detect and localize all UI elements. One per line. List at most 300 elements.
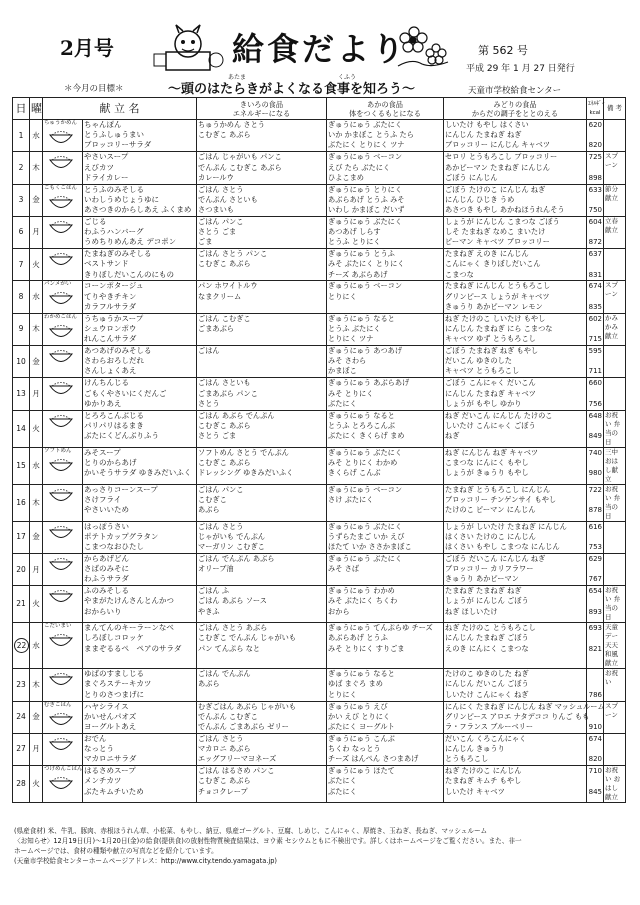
green-food-cell: [444, 733, 587, 765]
rice-bowl-icon: [48, 555, 74, 571]
green-food-cell: [444, 378, 587, 410]
weekday-cell: 金: [30, 521, 43, 553]
cell-line: [588, 458, 602, 468]
cell-line: 750: [588, 206, 602, 214]
rice-bowl-icon: [48, 128, 74, 144]
cell-line: はっぽうさい: [84, 521, 129, 531]
note-cell: [604, 378, 626, 410]
note-cell: お祝い: [604, 669, 626, 701]
yellow-food-cell: [197, 249, 327, 281]
cell-line: みそ さば: [328, 564, 360, 574]
red-food-cell: [327, 313, 444, 345]
footer-line: (天童市学校給食センターホームページアドレス：http://www.city.tendo.yamagata.jp): [14, 857, 277, 865]
dish-cell: [83, 586, 197, 623]
cell-line: みそ さわら: [328, 356, 367, 366]
cell-line: さけフライ: [84, 494, 122, 504]
cell-line: えびカツ: [84, 162, 114, 172]
cell-line: 660: [588, 379, 602, 388]
weekday-cell: 金: [30, 346, 43, 378]
cell-line: きくらげ こんぶ: [328, 468, 381, 478]
cell-line: にんにく たまねぎ にんじん ねぎ マッシュルーム: [445, 701, 605, 711]
cell-line: ごはん パンこ: [198, 216, 244, 226]
cell-line: グリンピース しょうが キャベツ: [445, 291, 550, 301]
cell-line: とうふ とろろこんぶ: [328, 420, 395, 430]
weekday-cell: 金: [30, 184, 43, 216]
rice-icon-cell: [43, 484, 83, 521]
rice-icon-cell: [43, 733, 83, 765]
rice-bowl-icon: [48, 735, 74, 751]
weekday-cell: 月: [30, 733, 43, 765]
cell-line: きゅうり あかピーマン: [445, 574, 519, 584]
col-yellow: きいろの食品 エネルギーになる: [197, 98, 327, 120]
cell-line: にんじん ひじき うめ: [445, 194, 515, 204]
cell-line: しろぼしコロッケ: [84, 633, 144, 643]
cell-line: きゅうり あかピーマン レモン: [445, 301, 543, 311]
cell-line: うめちりめんあえ デコポン: [84, 237, 177, 247]
table-row: [13, 184, 626, 216]
cell-line: メンチカツ: [84, 776, 122, 786]
cell-line: [198, 302, 325, 312]
rice-bowl-icon: [48, 587, 74, 603]
dish-cell: [83, 281, 197, 313]
cell-line: にんじん たまねぎ キャベツ: [445, 388, 536, 398]
cell-line: ブロッコリー チンゲンサイ もやし: [445, 494, 557, 504]
red-food-cell: [327, 586, 444, 623]
weekday-cell: 木: [30, 152, 43, 184]
dish-cell: [83, 733, 197, 765]
cell-line: 910: [588, 722, 602, 731]
cell-line: こむぎこ: [198, 494, 227, 504]
rice-icon-cell: [43, 623, 83, 669]
day-cell: 10: [13, 346, 30, 378]
header: [0, 0, 640, 95]
cell-line: やまがたけんさんとんかつ: [84, 596, 174, 606]
cell-line: あかピーマン たまねぎ にんじん: [445, 162, 550, 172]
rice-icon-cell: [43, 249, 83, 281]
table-row: [13, 346, 626, 378]
table-row: [13, 281, 626, 313]
cell-line: ぶたキムチいため: [84, 786, 144, 796]
cell-line: ぶたにく きくらげ まめ: [328, 431, 405, 441]
cell-line: 820: [588, 141, 602, 150]
cell-line: ちゃんぽん: [84, 120, 122, 129]
note-cell: お祝い 弁当の日: [604, 586, 626, 623]
cell-line: 893: [588, 607, 602, 616]
cell-line: ねぎ たけのこ にんじん: [445, 766, 522, 776]
cell-line: [588, 292, 602, 302]
red-food-cell: [327, 766, 444, 803]
cell-line: しょうが きゅうり もやし: [445, 468, 529, 478]
cell-line: 715: [588, 335, 602, 344]
day-cell: 13: [13, 378, 30, 410]
cell-line: [588, 596, 602, 606]
note-cell: かみかみ献立: [604, 313, 626, 345]
cell-line: まんてんのキーラーンなべ: [84, 623, 174, 633]
table-row: [13, 249, 626, 281]
cell-line: 674: [588, 282, 602, 291]
cell-line: こむぎこ あぶら: [198, 776, 251, 786]
newsletter-title: 給食だより: [232, 30, 408, 68]
yellow-food-cell: [197, 447, 327, 484]
yellow-food-cell: [197, 216, 327, 248]
cell-line: とうふしゅうまい: [84, 130, 144, 140]
cell-line: [198, 356, 325, 366]
cell-line: でんぷん ごまあぶら ゼリー: [198, 721, 289, 731]
cell-line: [588, 389, 602, 399]
kcal-cell: [587, 669, 604, 701]
cell-line: でんぷん こむぎこ: [198, 711, 258, 721]
cell-line: 898: [588, 173, 602, 182]
kcal-cell: [587, 184, 604, 216]
red-food-cell: [327, 623, 444, 669]
cell-line: [588, 669, 602, 679]
rice-bowl-icon: [48, 412, 74, 428]
yellow-food-cell: [197, 410, 327, 447]
table-row: [13, 120, 626, 152]
weekday-cell: 金: [30, 701, 43, 733]
yellow-food-cell: [197, 120, 327, 152]
kcal-cell: [587, 586, 604, 623]
cell-line: ぎゅうにゅう ベーコン: [328, 484, 403, 494]
cell-line: チーズ あぶらあげ: [328, 269, 388, 279]
cell-line: さけ ぶたにく: [328, 494, 374, 504]
dish-cell: [83, 623, 197, 669]
table-row: [13, 553, 626, 585]
cell-line: ぶたにくどんぶりふう: [84, 431, 159, 441]
staple-label: むぎごはん: [44, 701, 72, 708]
note-cell: スプーン: [604, 281, 626, 313]
cell-line: ぎゅうにゅう えび: [328, 701, 388, 711]
staple-label: こだいまい: [44, 623, 72, 630]
cell-line: [198, 140, 325, 150]
rice-bowl-icon: [48, 710, 74, 726]
cell-line: とうもろこし: [445, 754, 489, 764]
cell-line: むぎごはん あぶら じゃがいも: [198, 701, 297, 711]
table-row: [13, 521, 626, 553]
col-weekday: 曜: [30, 98, 43, 120]
table-row: [13, 586, 626, 623]
cell-line: マカロニサラダ: [84, 754, 137, 764]
note-cell: [604, 346, 626, 378]
cell-line: ごはん ふ: [198, 586, 230, 596]
monthly-goal-label: ＊今月の目標＊: [64, 84, 124, 94]
cell-line: ごじる: [84, 216, 107, 226]
table-row: [13, 378, 626, 410]
cell-line: うちゅうかスープ: [84, 313, 144, 323]
yellow-food-cell: [197, 669, 327, 701]
red-food-cell: [327, 410, 444, 447]
red-food-cell: [327, 216, 444, 248]
cell-line: さつまいも: [198, 205, 234, 214]
cell-line: じゃがいも でんぷん: [198, 531, 265, 541]
cell-line: ぶたにく: [328, 786, 357, 796]
cell-line: 725: [588, 153, 602, 162]
red-food-cell: [327, 553, 444, 585]
rice-icon-cell: [43, 701, 83, 733]
rice-bowl-icon: [48, 379, 74, 395]
table-row: [13, 766, 626, 803]
rice-bowl-icon: [48, 347, 74, 363]
cell-line: ごぼう だいこん にんじん ねぎ: [445, 553, 546, 563]
green-food-cell: [444, 586, 587, 623]
weekday-cell: 火: [30, 249, 43, 281]
green-food-cell: [444, 216, 587, 248]
cell-line: ベストサンド: [84, 259, 129, 269]
note-cell: [604, 120, 626, 152]
note-cell: お祝い 弁当の日: [604, 410, 626, 447]
cell-line: とうふ とりにく: [328, 237, 381, 247]
yellow-food-cell: [197, 281, 327, 313]
cell-line: たまねぎ キムチ もやし: [445, 776, 522, 786]
cell-line: ままぞるるぺ ペアのサラダ: [84, 643, 182, 653]
cell-line: ポテトカップグラタン: [84, 531, 159, 541]
kcal-cell: [587, 733, 604, 765]
weekday-cell: 月: [30, 378, 43, 410]
col-red: あかの食品 体をつくるもとになる: [327, 98, 444, 120]
cell-line: たけのこ ピーマン にんじん: [445, 505, 536, 515]
cell-line: 820: [588, 755, 602, 764]
weekday-cell: 水: [30, 623, 43, 669]
monthly-theme: ～頭のはたらきがよくなる食事を知ろう～: [168, 82, 416, 97]
cell-line: わふうサラダ: [84, 574, 129, 584]
cell-line: やさいスープ: [84, 152, 129, 162]
cell-line: ぎゅうにゅう ベーコン: [328, 281, 403, 291]
green-food-cell: [444, 313, 587, 345]
dish-cell: [83, 447, 197, 484]
weekday-cell: 火: [30, 410, 43, 447]
kcal-cell: [587, 521, 604, 553]
cell-line: たまねぎ にんじん とうもろこし: [445, 281, 551, 291]
weekday-cell: 火: [30, 766, 43, 803]
cell-line: ぎゅうにゅう てんぷらゆ チーズ: [328, 623, 433, 633]
cell-line: しいたけ キャベツ: [445, 786, 505, 796]
cell-line: 616: [588, 522, 602, 531]
cell-line: うずらたまご いか えび: [328, 531, 405, 541]
cell-line: にんじん だいこん ごぼう: [445, 679, 529, 689]
dish-cell: [83, 553, 197, 585]
cell-line: とりにく ツナ: [328, 334, 374, 344]
cell-line: いわしうめじょうゆに: [84, 194, 159, 204]
cell-line: ごはん さとう: [198, 184, 244, 194]
footer-line: ホームページでは、食材の種類や献立の写真などを紹介しています。: [14, 847, 218, 855]
yellow-food-cell: [197, 346, 327, 378]
cell-line: ぎゅうにゅう なると: [328, 669, 395, 679]
cell-line: ぶたにく とりにく ツナ: [328, 140, 405, 150]
kcal-cell: [587, 447, 604, 484]
cell-line: れんこんサラダ: [84, 334, 137, 344]
note-cell: スプーン: [604, 152, 626, 184]
cell-line: にんじん たまねぎ にら こまつな: [445, 323, 553, 333]
cell-line: ゆばのすましじる: [84, 669, 144, 679]
cell-line: かいせんパオズ: [84, 711, 137, 721]
cell-line: ごまあぶら: [198, 323, 234, 333]
cell-line: とうふのみそしる: [84, 184, 144, 194]
col-note: 備 考: [604, 98, 626, 120]
table-row: [13, 152, 626, 184]
day-cell: 7: [13, 249, 30, 281]
dish-cell: [83, 378, 197, 410]
dish-cell: [83, 152, 197, 184]
red-food-cell: [327, 152, 444, 184]
cell-line: えび たら ぶたにく: [328, 162, 391, 172]
yellow-food-cell: [197, 378, 327, 410]
cell-line: [328, 574, 442, 584]
cell-line: 740: [588, 448, 602, 457]
cell-line: 849: [588, 432, 602, 441]
cell-line: さばのみそに: [84, 564, 129, 574]
red-food-cell: [327, 733, 444, 765]
rice-icon-cell: [43, 346, 83, 378]
cell-line: ぎゅうにゅう ベーコン: [328, 152, 403, 162]
ruby-atama: あたま: [228, 74, 247, 81]
cell-line: からあげどん: [84, 553, 129, 563]
cell-line: シュウロンポウ: [84, 323, 137, 333]
kcal-cell: [587, 120, 604, 152]
cell-line: ちくわ なっとう: [328, 744, 381, 754]
rice-icon-cell: [43, 553, 83, 585]
cell-line: ぎゅうにゅう ぶたにく: [328, 216, 403, 226]
staple-label: ソフトめん: [44, 447, 72, 454]
cell-line: キャベツ ゆず とうもろこし: [445, 334, 536, 344]
cell-line: [328, 505, 442, 515]
cell-line: ふのみそしる: [84, 586, 129, 596]
cell-line: マーガリン こむぎこ: [198, 542, 265, 552]
cell-line: みそ とりにく: [328, 388, 374, 398]
issue-date: 平成 29 年 1 月 27 日発行: [466, 64, 575, 74]
weekday-cell: 木: [30, 669, 43, 701]
cell-line: ハヤシライス: [84, 701, 129, 711]
center-name: 天童市学校給食センター: [468, 86, 562, 96]
cell-line: 753: [588, 543, 602, 552]
dish-cell: [83, 521, 197, 553]
cell-line: かまぼこ: [328, 366, 357, 376]
yellow-food-cell: [197, 313, 327, 345]
green-food-cell: [444, 766, 587, 803]
cell-line: たまねぎ たまねぎ ねぎ: [445, 586, 522, 596]
green-food-cell: [444, 184, 587, 216]
cell-line: 633: [588, 185, 602, 194]
cell-line: パリパリはるまき: [84, 420, 144, 430]
cell-line: さとう: [198, 398, 220, 408]
kcal-cell: [587, 553, 604, 585]
rice-icon-cell: [43, 152, 83, 184]
cell-line: ごはん: [198, 346, 220, 356]
red-food-cell: [327, 281, 444, 313]
kcal-cell: [587, 766, 604, 803]
cell-line: ねぎ たけのこ とうもろこし: [445, 623, 536, 633]
weekday-cell: 水: [30, 447, 43, 484]
issue-number: 第 562 号: [478, 44, 528, 57]
cell-line: とろろこんぶじる: [84, 410, 144, 420]
cell-line: エッグフリーマヨネーズ: [198, 754, 277, 764]
note-cell: 節分献立: [604, 184, 626, 216]
col-day: 日: [13, 98, 30, 120]
cell-line: とりのさつまげに: [84, 689, 144, 699]
cell-line: ヨーグルトあえ: [84, 721, 137, 731]
cell-line: ラ・フランス ブルーベリー: [445, 721, 534, 731]
cell-line: こむぎこ でんぷん じゃがいも: [198, 633, 297, 643]
cell-line: こむぎこ あぶら: [198, 457, 251, 467]
day-cell: 3: [13, 184, 30, 216]
cell-line: あさつきのからしあえ ふくまめ: [84, 205, 192, 214]
yellow-food-cell: [197, 152, 327, 184]
cell-line: 821: [588, 644, 602, 653]
issue-label: 2月号: [60, 36, 114, 60]
cell-line: いか かまぼこ とうふ たら: [328, 130, 414, 140]
cell-line: ほたて いか ささかまぼこ: [328, 542, 412, 552]
cell-line: みそ とりにく すりごま: [328, 643, 405, 653]
kcal-cell: [587, 378, 604, 410]
cell-line: しょうが もやし ゆかり: [445, 398, 522, 408]
red-food-cell: [327, 378, 444, 410]
kcal-cell: [587, 249, 604, 281]
cell-line: にんじん たまねぎ ねぎ: [445, 130, 522, 140]
cell-line: ぎゅうにゅう あぶらあげ: [328, 378, 410, 388]
rice-bowl-icon: [48, 456, 74, 472]
cell-line: 767: [588, 575, 602, 584]
cell-line: にんじん たまねぎ ごぼう: [445, 633, 529, 643]
cell-line: えのき にんにく こまつな: [445, 643, 529, 653]
cell-line: ぎゅうにゅう なると: [328, 410, 395, 420]
green-food-cell: [444, 249, 587, 281]
cell-line: ブロッコリーサラダ: [84, 140, 152, 150]
rice-bowl-icon: [48, 523, 74, 539]
cell-line: [588, 259, 602, 269]
rice-bowl-icon: [48, 631, 74, 647]
day-cell: 21: [13, 586, 30, 623]
dish-cell: [83, 669, 197, 701]
rice-icon-cell: [43, 410, 83, 447]
cell-line: ぎゅうにゅう ぶたにく: [328, 120, 403, 129]
cell-line: こむぎこ あぶら: [198, 259, 251, 269]
cell-line: ぎゅうにゅう とりにく: [328, 184, 403, 194]
cell-line: ごはん さとう パンこ: [198, 249, 268, 259]
note-cell: 立春献立: [604, 216, 626, 248]
rice-icon-cell: [43, 586, 83, 623]
cell-line: おでん: [84, 733, 107, 743]
cell-line: 604: [588, 217, 602, 226]
day-cell: 23: [13, 669, 30, 701]
cell-line: ぶたにく ヨーグルト: [328, 721, 395, 731]
rice-bowl-icon: [48, 486, 74, 502]
cell-line: ごはん でんぷん あぶら: [198, 553, 275, 563]
cell-line: こまつな: [445, 269, 474, 279]
cell-line: ちゅうかめん さとう: [198, 120, 265, 129]
rice-bowl-icon: [48, 193, 74, 209]
table-row: [13, 447, 626, 484]
cell-line: ゆば まぐろ まめ: [328, 679, 383, 689]
cell-line: しいたけ もやし はくさい: [445, 120, 529, 129]
rice-bowl-icon: [48, 218, 74, 234]
green-food-cell: [444, 152, 587, 184]
cell-line: あさつき もやし あかねほうれんそう: [445, 205, 565, 214]
cell-line: [588, 532, 602, 542]
table-row: [13, 216, 626, 248]
cell-line: 648: [588, 411, 602, 420]
table-row: [13, 669, 626, 701]
dish-cell: [83, 346, 197, 378]
cell-line: [588, 356, 602, 366]
cell-line: いわし かまぼこ だいず: [328, 205, 405, 214]
cell-line: 835: [588, 302, 602, 311]
ume-flower-icon: [392, 18, 452, 70]
cell-line: 620: [588, 121, 602, 129]
footer-line: (県産食材) 米、牛乳、豚肉、赤根ほうれん草、小松菜、もやし、納豆、県産ゴーグルト、豆腐、しめじ、こんにゃく、厚焼き、玉ねぎ、長ねぎ、マッシュルーム: [14, 827, 488, 835]
cell-line: ぎゅうにゅう ぶたにく: [328, 553, 403, 563]
red-food-cell: [327, 701, 444, 733]
cell-line: みそ とりにく わかめ: [328, 457, 398, 467]
weekday-cell: 月: [30, 553, 43, 585]
